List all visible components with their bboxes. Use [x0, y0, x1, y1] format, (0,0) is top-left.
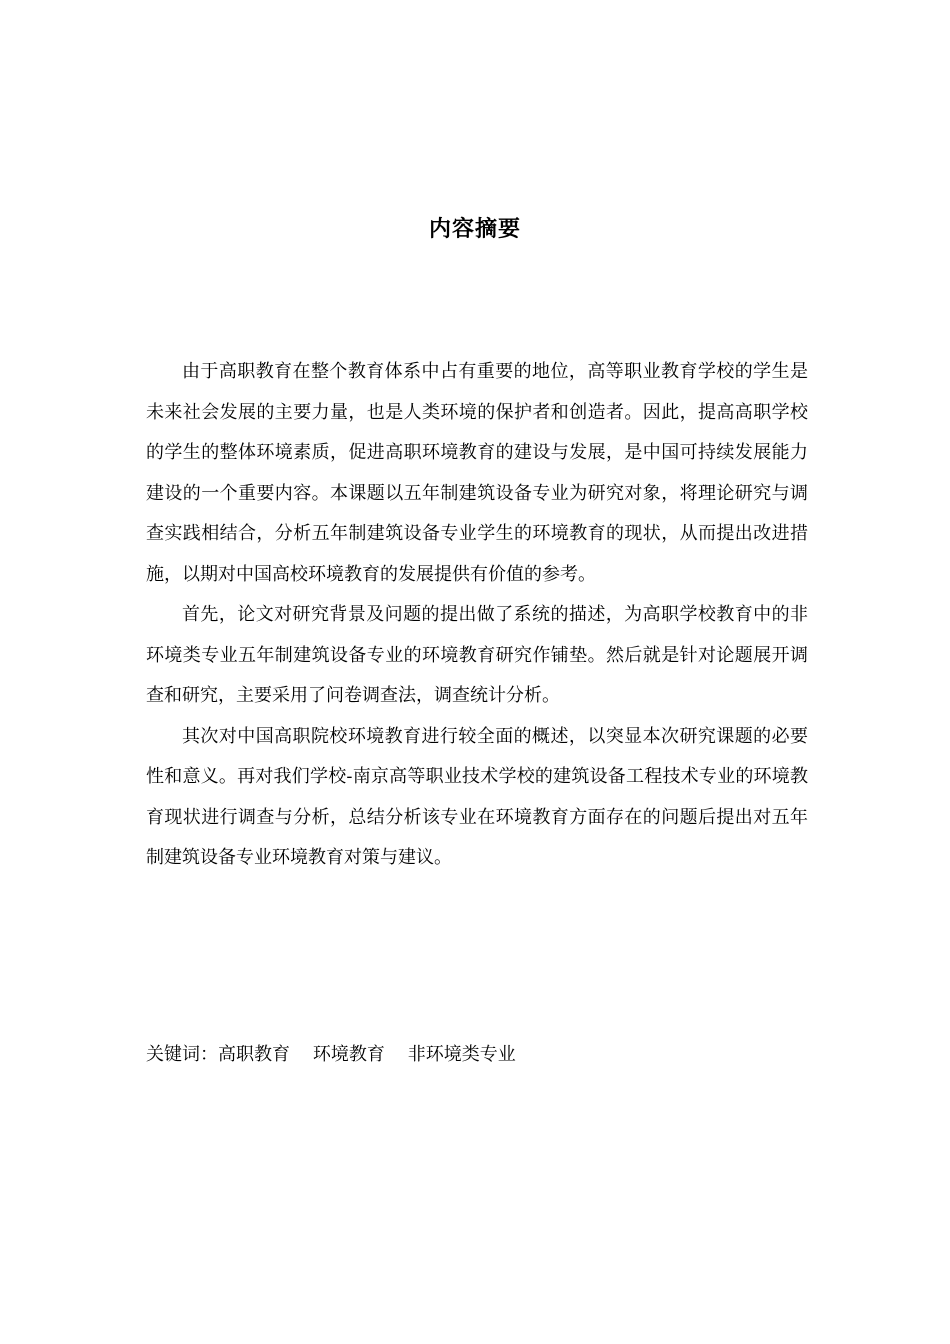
abstract-paragraph-3: 其次对中国高职院校环境教育进行较全面的概述，以突显本次研究课题的必要性和意义。再对我们学校-南京高等职业技术学校的建筑设备工程技术专业的环境教育现状进行调查与分析，总结分析该专业在环境教育方面存在的问题后提出对五年制建筑设备专业环境教育对策与建议。 — [146, 725, 808, 868]
abstract-paragraph-2: 首先，论文对研究背景及问题的提出做了系统的描述，为高职学校教育中的非环境类专业五年制建筑设备专业的环境教育研究作铺垫。然后就是针对论题展开调查和研究，主要采用了问卷调查法，调查统计分析。 — [146, 604, 808, 706]
abstract-title: 内容摘要 — [428, 217, 521, 242]
abstract-paragraph-1: 由于高职教育在整个教育体系中占有重要的地位，高等职业教育学校的学生是未来社会发展的主要力量，也是人类环境的保护者和创造者。因此，提高高职学校的学生的整体环境素质，促进高职环境教育的建设与发展，是中国可持续发展能力建设的一个重要内容。本课题以五年制建筑设备专业为研究对象，将理论研究与调查实践相结合，分析五年制建筑设备专业学生的环境教育的现状，从而提出改进措施，以期对中国高校环境教育的发展提供有价值的参考。 — [146, 361, 808, 585]
abstract-body — [146, 352, 808, 879]
keywords-line: 关键词：高职教育 环境教育 非环境类专业 — [146, 1044, 516, 1065]
